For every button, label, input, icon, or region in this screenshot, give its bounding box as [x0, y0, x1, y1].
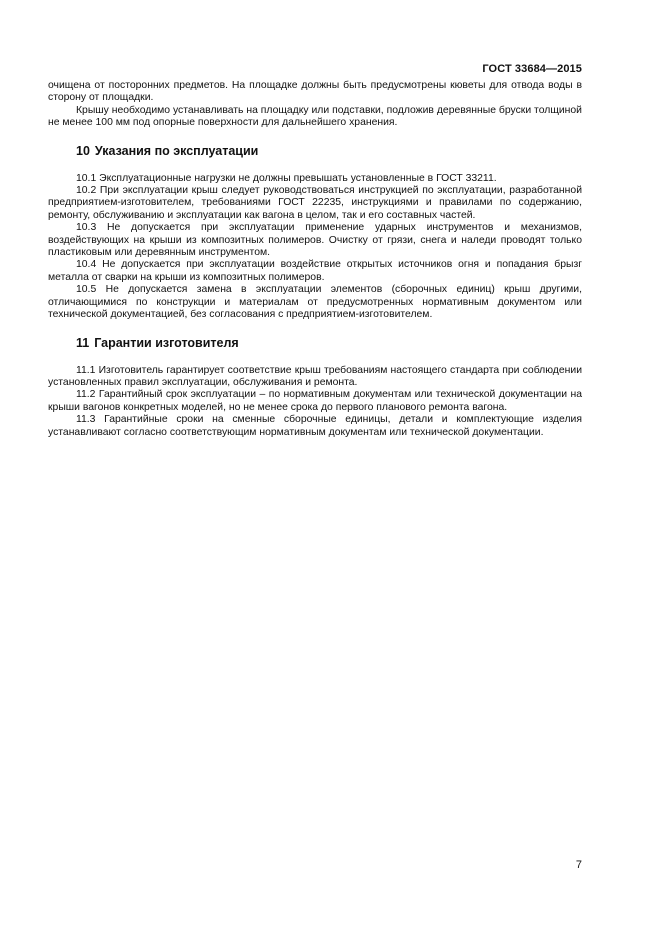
clause-11-1: 11.1 Изготовитель гарантирует соответствие крыш требованиям настоящего стандарта при соблюдении установленных правил эксплуатации, обслуживания и ремонта.: [48, 364, 582, 388]
paragraph-storage: Крышу необходимо устанавливать на площадку или подставки, подложив деревянные бруски толщиной не менее 100 мм под опорные поверхности для дальнейшего хранения.: [48, 104, 582, 129]
clause-10-3: 10.3 Не допускается при эксплуатации применение ударных инструментов и механизмов, воздействующих на крыши из композитных полимеров. Очистку от грязи, снега и наледи проводят только пластиковым или деревянным инструментом.: [48, 222, 582, 259]
paragraph-continuation: очищена от посторонних предметов. На площадке должны быть предусмотрены кюветы для отвода воды в сторону от площадки.: [48, 80, 582, 104]
document-body: [48, 80, 582, 439]
clause-11-2: 11.2 Гарантийный срок эксплуатации – по нормативным документам или технической документации на крыши вагонов конкретных моделей, но не менее срока до первого планового ремонта вагона.: [48, 389, 582, 413]
section-heading-10: [76, 144, 582, 159]
clause-10-1: 10.1 Эксплуатационные нагрузки не должны превышать установленные в ГОСТ 33211.: [76, 172, 497, 184]
section-number: 10: [76, 143, 90, 158]
clause-10-2: 10.2 При эксплуатации крыш следует руководствоваться инструкцией по эксплуатации, разработанной предприятием-изготовителем, требованиями ГОСТ 22235, инструкциями и правилами по содержанию, ремонту, обслуживанию и эксплуатации как вагона в целом, так и его составных частей.: [48, 185, 582, 221]
section-title: Гарантии изготовителя: [94, 335, 239, 350]
section-number: 11: [76, 335, 90, 350]
clause-10-5: 10.5 Не допускается замена в эксплуатации элементов (сборочных единиц) крыш другими, отличающимися по конструкции и материалам от предусмотренных нормативным документом или технической документацией, без согласования с предприятием-изготовителем.: [48, 284, 582, 321]
section-heading-11: [76, 336, 582, 351]
section-title: Указания по эксплуатации: [94, 143, 259, 158]
document-header: ГОСТ 33684—2015: [482, 63, 582, 75]
page-number: 7: [575, 859, 582, 871]
clause-10-4: 10.4 Не допускается при эксплуатации воздействие открытых источников огня и попадания брызг металла от сварки на крыши из композитных полимеров.: [48, 259, 582, 283]
clause-11-3: 11.3 Гарантийные сроки на сменные сборочные единицы, детали и комплектующие изделия устанавливают согласно соответствующим нормативным документам или технической документации.: [48, 414, 582, 438]
